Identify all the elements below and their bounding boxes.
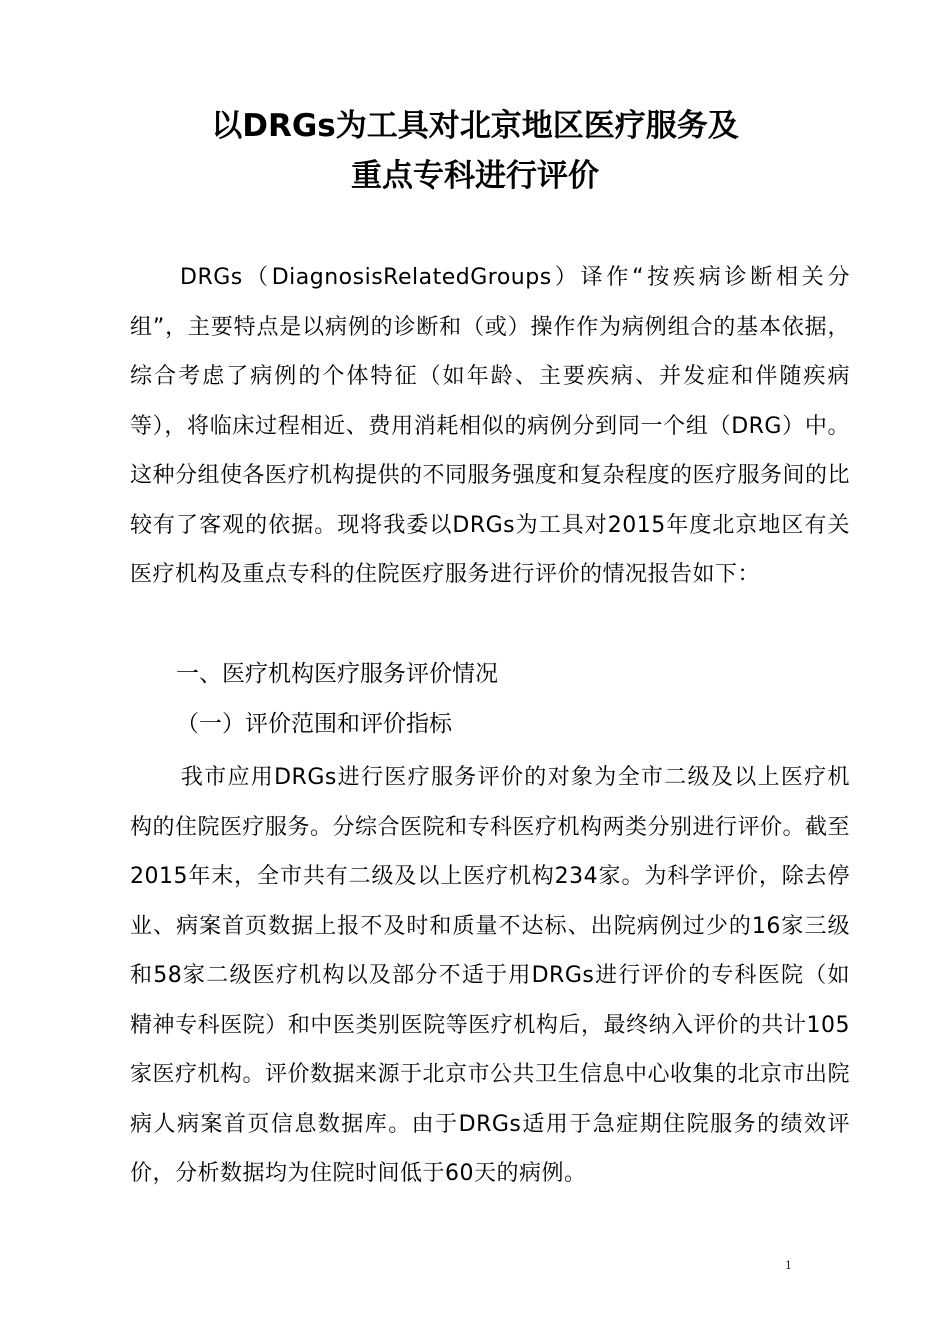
body-paragraph-text: 我市应用DRGs进行医疗服务评价的对象为全市二级及以上医疗机构的住院医疗服务。分综合医院和专科医疗机构两类分别进行评价。截至2015年末，全市共有二级及以上医疗机构234家。为科学评价，除去停业、病案首页数据上报不及时和质量不达标、出院病例过少的16家三级和58家二级医疗机构以及部分不适于用DRGs进行评价的专科医院（如精神专科医院）和中医类别医院等医疗机构后，最终纳入评价的共计105家医疗机构。评价数据来源于北京市公共卫生信息中心收集的北京市出院病人病案首页信息数据库。由于DRGs适用于急症期住院服务的绩效评价，分析数据均为住院时间低于60天的病例。 [130, 765, 851, 1186]
intro-paragraph-text: DRGs（DiagnosisRelatedGroups）译作“按疾病诊断相关分组”，主要特点是以病例的诊断和（或）操作作为病例组合的基本依据，综合考虑了病例的个体特征（如年龄、主要疾病、并发症和伴随疾病等），将临床过程相近、费用消耗相似的病例分到同一个组（DRG）中。这种分组使各医疗机构提供的不同服务强度和复杂程度的医疗服务间的比较有了客观的依据。现将我委以DRGs为工具对2015年度北京地区有关医疗机构及重点专科的住院医疗服务进行评价的情况报告如下： [130, 265, 851, 587]
subsection-heading: （一）评价范围和评价指标 [176, 711, 452, 737]
document-title-line-2: 重点专科进行评价 [351, 158, 599, 194]
document-title-line-1: 以DRGs为工具对北京地区医疗服务及 [211, 108, 739, 144]
section-heading: 一、医疗机构医疗服务评价情况 [176, 661, 498, 687]
body-paragraph [130, 753, 850, 1199]
page-number: 1 [785, 1259, 792, 1272]
intro-paragraph [130, 253, 850, 600]
